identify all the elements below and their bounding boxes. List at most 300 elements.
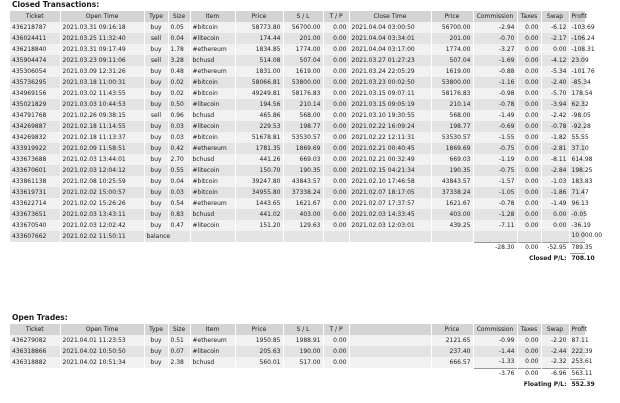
table-cell: -2.81 — [541, 143, 569, 154]
table-cell: 150.70 — [235, 165, 283, 176]
total-taxes: 0.00 — [517, 242, 541, 253]
table-row[interactable] — [10, 165, 585, 176]
column-header[interactable]: Profit — [569, 11, 585, 22]
table-cell: 0.00 — [323, 154, 349, 165]
column-header[interactable]: Swap — [541, 11, 569, 22]
table-cell: -36.19 — [569, 220, 585, 231]
total-taxes: 0.00 — [517, 368, 541, 379]
table-cell — [283, 253, 323, 264]
table-cell: 1774.00 — [431, 44, 473, 55]
table-cell: 568.00 — [283, 110, 323, 121]
table-cell: 0.00 — [517, 22, 541, 33]
table-cell: -0.88 — [473, 66, 517, 77]
table-row[interactable] — [10, 143, 585, 154]
table-row[interactable] — [10, 176, 585, 187]
table-cell: -5.34 — [541, 66, 569, 77]
table-cell: 2021.02.09 11:58:51 — [60, 143, 144, 154]
table-cell: 190.00 — [283, 346, 323, 357]
table-cell: 2021.02.02 15:00:57 — [60, 187, 144, 198]
table-cell: #ethereum — [190, 198, 235, 209]
table-cell — [473, 231, 517, 242]
table-cell: 433619731 — [10, 187, 60, 198]
table-cell: -1.82 — [541, 132, 569, 143]
table-cell — [349, 335, 431, 346]
totals-row — [10, 368, 585, 379]
column-header[interactable]: T / P — [323, 324, 349, 335]
column-header[interactable]: T / P — [323, 11, 349, 22]
table-cell: 614.98 — [569, 154, 585, 165]
closed-transactions-table — [10, 11, 603, 264]
column-header[interactable]: Item — [190, 11, 235, 22]
table-cell: 96.13 — [569, 198, 585, 209]
table-row[interactable] — [10, 88, 585, 99]
column-header[interactable]: S / L — [283, 11, 323, 22]
table-cell: 434269832 — [10, 132, 60, 143]
table-cell — [10, 242, 60, 253]
table-cell — [168, 379, 190, 390]
table-cell: 201.00 — [431, 33, 473, 44]
table-cell — [190, 242, 235, 253]
table-row[interactable] — [10, 209, 585, 220]
column-header[interactable]: Price — [431, 11, 473, 22]
table-cell: 37.10 — [569, 143, 585, 154]
table-cell: -92.28 — [569, 121, 585, 132]
table-cell: buy — [144, 143, 168, 154]
table-cell: 0.00 — [517, 220, 541, 231]
table-cell — [349, 242, 431, 253]
column-header[interactable]: Size — [168, 324, 190, 335]
table-cell: buy — [144, 220, 168, 231]
table-cell: 0.00 — [517, 77, 541, 88]
table-cell: 253.61 — [569, 357, 585, 368]
table-cell: -0.70 — [473, 33, 517, 44]
table-cell — [168, 368, 190, 379]
table-cell: buy — [144, 22, 168, 33]
table-cell: 507.04 — [431, 55, 473, 66]
table-cell: -1.44 — [473, 346, 517, 357]
table-row[interactable] — [10, 44, 585, 55]
table-cell: 0.00 — [323, 44, 349, 55]
table-cell: 71.47 — [569, 187, 585, 198]
table-cell: buy — [144, 209, 168, 220]
table-cell: buy — [144, 132, 168, 143]
table-cell — [323, 231, 349, 242]
table-row[interactable] — [10, 77, 585, 88]
table-cell — [283, 368, 323, 379]
table-cell: -8.11 — [541, 154, 569, 165]
table-cell: 0.00 — [517, 33, 541, 44]
table-cell — [144, 253, 168, 264]
table-cell: 49249.81 — [235, 88, 283, 99]
table-cell: buy — [144, 44, 168, 55]
table-cell: 0.00 — [541, 44, 569, 55]
table-cell — [349, 357, 431, 368]
table-cell: #bitcoin — [190, 88, 235, 99]
table-cell: 58176.83 — [283, 88, 323, 99]
table-cell: -1.16 — [473, 77, 517, 88]
table-cell: 0.00 — [517, 88, 541, 99]
column-header[interactable]: Commission — [473, 324, 517, 335]
table-cell: 190.35 — [283, 165, 323, 176]
table-cell: #bitcoin — [190, 22, 235, 33]
table-cell: 514.08 — [235, 55, 283, 66]
table-cell: 433670601 — [10, 165, 60, 176]
table-cell: 2021.02.03 13:44:01 — [60, 154, 144, 165]
table-cell: 0.00 — [323, 346, 349, 357]
table-row[interactable] — [10, 22, 585, 33]
table-cell: 568.00 — [431, 110, 473, 121]
table-cell: 2021.02.22 12:11:31 — [349, 132, 431, 143]
column-header[interactable]: Taxes — [517, 324, 541, 335]
table-cell: 435306054 — [10, 66, 60, 77]
table-cell: -0.98 — [473, 88, 517, 99]
table-cell: 0.48 — [168, 66, 190, 77]
table-cell: 183.83 — [569, 176, 585, 187]
table-cell: 666.57 — [431, 357, 473, 368]
table-cell: -1.05 — [473, 187, 517, 198]
column-header[interactable]: Price — [431, 324, 473, 335]
table-cell: 436218787 — [10, 22, 60, 33]
table-cell: #bitcoin — [190, 77, 235, 88]
table-cell: 0.00 — [323, 33, 349, 44]
table-cell: sell — [144, 55, 168, 66]
table-cell: buy — [144, 77, 168, 88]
table-cell — [349, 379, 431, 390]
table-cell: 2021.02.02 11:50:11 — [60, 231, 144, 242]
table-cell: 2021.02.18 11:14:55 — [60, 121, 144, 132]
table-cell: 37338.24 — [283, 187, 323, 198]
table-cell: 0.00 — [323, 357, 349, 368]
table-cell: 403.00 — [283, 209, 323, 220]
table-cell: 0.42 — [168, 143, 190, 154]
table-row[interactable] — [10, 132, 585, 143]
table-cell: buy — [144, 335, 168, 346]
table-cell: 560.01 — [235, 357, 283, 368]
table-cell — [10, 253, 60, 264]
table-cell: -0.75 — [473, 165, 517, 176]
table-cell: 87.11 — [569, 335, 585, 346]
table-cell: -6.12 — [541, 22, 569, 33]
column-header[interactable]: Price — [235, 11, 283, 22]
table-cell: 441.26 — [235, 154, 283, 165]
total-swap: -52.95 — [541, 242, 569, 253]
table-cell: 0.00 — [517, 346, 541, 357]
table-cell: buy — [144, 187, 168, 198]
table-cell: 2021.03.31 09:16:18 — [60, 22, 144, 33]
table-cell: 1869.69 — [431, 143, 473, 154]
table-cell: 2021.02.15 04:21:34 — [349, 165, 431, 176]
table-row[interactable] — [10, 198, 585, 209]
table-cell: -3.94 — [541, 99, 569, 110]
table-cell: 2021.04.04 03:17:00 — [349, 44, 431, 55]
table-cell: -103.69 — [569, 22, 585, 33]
table-cell: 0.00 — [517, 99, 541, 110]
table-cell — [235, 253, 283, 264]
pl-row — [10, 379, 585, 390]
table-cell: 0.00 — [517, 357, 541, 368]
table-cell: 0.00 — [323, 187, 349, 198]
table-cell: -5.70 — [541, 88, 569, 99]
table-row[interactable] — [10, 346, 585, 357]
table-cell: buy — [144, 154, 168, 165]
table-row[interactable] — [10, 220, 585, 231]
table-cell: 37338.24 — [431, 187, 473, 198]
table-cell: 53530.57 — [283, 132, 323, 143]
table-cell: -0.99 — [473, 335, 517, 346]
table-cell: 1774.00 — [283, 44, 323, 55]
table-row[interactable] — [10, 99, 585, 110]
table-cell: 1.78 — [168, 44, 190, 55]
column-header[interactable]: S / L — [283, 324, 323, 335]
pl-label: Floating P/L: — [473, 379, 569, 390]
column-header[interactable]: Type — [144, 324, 168, 335]
table-cell: 0.00 — [517, 165, 541, 176]
table-cell: 433622714 — [10, 198, 60, 209]
table-cell: 0.00 — [541, 220, 569, 231]
table-cell: -0.75 — [473, 143, 517, 154]
table-row[interactable] — [10, 335, 585, 346]
column-header[interactable]: Commission — [473, 11, 517, 22]
table-cell: bchusd — [190, 357, 235, 368]
table-cell — [323, 253, 349, 264]
table-cell: #litecoin — [190, 346, 235, 357]
table-cell — [323, 368, 349, 379]
table-cell: #ethereum — [190, 335, 235, 346]
table-cell: 194.56 — [235, 99, 283, 110]
table-cell: 151.20 — [235, 220, 283, 231]
table-cell: 2021.03.31 09:17:49 — [60, 44, 144, 55]
table-cell: -0.78 — [473, 198, 517, 209]
table-cell — [431, 231, 473, 242]
table-cell: -2.94 — [473, 22, 517, 33]
total-profit: 563.11 — [569, 368, 585, 379]
table-cell: 2021.03.03 10:44:53 — [60, 99, 144, 110]
table-cell — [431, 253, 473, 264]
column-header[interactable]: Profit — [569, 324, 585, 335]
table-cell: 53800.00 — [283, 77, 323, 88]
table-cell — [431, 379, 473, 390]
table-cell: 229.53 — [235, 121, 283, 132]
column-header[interactable]: Item — [190, 324, 235, 335]
table-cell: bchusd — [190, 110, 235, 121]
table-row[interactable] — [10, 33, 585, 44]
table-cell: 0.00 — [323, 121, 349, 132]
closed-transactions-title: Closed Transactions: — [12, 0, 100, 9]
column-header[interactable]: Taxes — [517, 11, 541, 22]
table-cell: 3.28 — [168, 55, 190, 66]
table-cell: 403.00 — [431, 209, 473, 220]
table-cell — [349, 231, 431, 242]
table-cell — [517, 231, 541, 242]
column-header[interactable]: Ticket — [10, 324, 60, 335]
column-header[interactable]: Ticket — [10, 11, 60, 22]
table-cell: 53800.00 — [431, 77, 473, 88]
table-cell — [235, 368, 283, 379]
table-cell: 0.00 — [323, 66, 349, 77]
table-cell — [144, 368, 168, 379]
column-header[interactable]: Size — [168, 11, 190, 22]
column-header[interactable]: Type — [144, 11, 168, 22]
table-cell: 0.00 — [517, 44, 541, 55]
table-cell: 198.77 — [431, 121, 473, 132]
table-cell: 2021.02.03 14:33:45 — [349, 209, 431, 220]
table-row[interactable] — [10, 154, 585, 165]
table-cell: 2021.02.21 00:40:45 — [349, 143, 431, 154]
table-cell: 51678.81 — [235, 132, 283, 143]
table-cell: 0.00 — [323, 132, 349, 143]
table-cell: -0.69 — [473, 121, 517, 132]
table-cell — [190, 253, 235, 264]
table-cell: sell — [144, 33, 168, 44]
table-cell: 178.54 — [569, 88, 585, 99]
column-header[interactable]: Close Time — [349, 11, 431, 22]
table-cell: 2021.03.10 19:30:55 — [349, 110, 431, 121]
table-cell: balance — [144, 231, 190, 242]
table-cell: 129.63 — [283, 220, 323, 231]
table-cell: #litecoin — [190, 99, 235, 110]
table-cell: 174.44 — [235, 33, 283, 44]
table-cell: -0.78 — [473, 99, 517, 110]
table-cell: 2121.65 — [431, 335, 473, 346]
table-cell: 2021.03.02 11:43:55 — [60, 88, 144, 99]
table-cell: 436318866 — [10, 346, 60, 357]
table-row[interactable] — [10, 187, 585, 198]
table-cell: 0.00 — [323, 77, 349, 88]
table-cell: 0.83 — [168, 209, 190, 220]
table-cell: 0.05 — [168, 22, 190, 33]
table-cell: 0.03 — [168, 132, 190, 143]
table-cell: 0.00 — [323, 99, 349, 110]
table-cell: 435736295 — [10, 77, 60, 88]
table-cell: 0.50 — [168, 99, 190, 110]
table-cell — [60, 242, 144, 253]
column-header[interactable]: Price — [235, 324, 283, 335]
table-cell: 2021.02.10 17:46:58 — [349, 176, 431, 187]
table-cell: #ethereum — [190, 66, 235, 77]
column-header[interactable] — [349, 324, 431, 335]
table-cell — [323, 379, 349, 390]
table-cell — [168, 253, 190, 264]
table-cell: 433919922 — [10, 143, 60, 154]
table-row[interactable] — [10, 121, 585, 132]
table-cell: 198.77 — [283, 121, 323, 132]
table-cell: 210.14 — [283, 99, 323, 110]
table-cell: bchusd — [190, 209, 235, 220]
table-cell: #bitcoin — [190, 187, 235, 198]
table-cell: 1834.85 — [235, 44, 283, 55]
table-row[interactable] — [10, 110, 585, 121]
table-cell: 0.02 — [168, 88, 190, 99]
table-cell: buy — [144, 176, 168, 187]
table-cell: 2021.02.07 18:17:05 — [349, 187, 431, 198]
table-cell: -0.05 — [569, 209, 585, 220]
balance-amount: 10 000.00 — [569, 231, 585, 242]
table-cell: 56700.00 — [431, 22, 473, 33]
table-cell: 2021.04.02 10:50:50 — [60, 346, 144, 357]
table-cell: 2021.04.04 03:34:01 — [349, 33, 431, 44]
table-cell: buy — [144, 165, 168, 176]
table-cell: #ethereum — [190, 44, 235, 55]
table-cell: 0.03 — [168, 187, 190, 198]
table-cell — [541, 231, 569, 242]
total-commission: -28.30 — [473, 242, 517, 253]
table-cell: buy — [144, 121, 168, 132]
balance-row[interactable] — [10, 231, 585, 242]
table-cell: 0.00 — [517, 121, 541, 132]
table-cell — [60, 368, 144, 379]
table-cell: 0.00 — [517, 66, 541, 77]
table-cell: 2021.04.04 03:00:50 — [349, 22, 431, 33]
table-row[interactable] — [10, 66, 585, 77]
table-cell: 2021.04.01 11:23:53 — [60, 335, 144, 346]
column-header[interactable]: Open Time — [60, 324, 144, 335]
table-cell: 0.04 — [168, 176, 190, 187]
table-cell: 55.55 — [569, 132, 585, 143]
table-cell: 0.00 — [323, 165, 349, 176]
table-cell: 439.25 — [431, 220, 473, 231]
total-profit: 789.35 — [569, 242, 585, 253]
table-cell: -2.84 — [541, 165, 569, 176]
table-cell: 2021.03.23 09:11:06 — [60, 55, 144, 66]
table-cell: 58773.80 — [235, 22, 283, 33]
column-header[interactable]: Swap — [541, 324, 569, 335]
open-trades-title: Open Trades: — [12, 313, 68, 322]
table-cell: 436218840 — [10, 44, 60, 55]
table-cell: -1.57 — [473, 176, 517, 187]
table-cell: 1619.00 — [431, 66, 473, 77]
table-cell: 1621.67 — [283, 198, 323, 209]
table-cell — [60, 253, 144, 264]
table-cell: 43843.57 — [283, 176, 323, 187]
table-cell — [283, 231, 323, 242]
table-cell: 0.55 — [168, 165, 190, 176]
table-cell: #ethereum — [190, 143, 235, 154]
table-cell: 39247.80 — [235, 176, 283, 187]
table-row[interactable] — [10, 357, 585, 368]
table-cell: 1619.00 — [283, 66, 323, 77]
table-cell: buy — [144, 357, 168, 368]
table-cell: 0.00 — [323, 335, 349, 346]
table-cell: 0.00 — [517, 154, 541, 165]
table-cell: 2021.03.25 11:32:40 — [60, 33, 144, 44]
table-cell: #litecoin — [190, 220, 235, 231]
table-cell — [349, 346, 431, 357]
table-cell: -4.12 — [541, 55, 569, 66]
table-cell: -85.34 — [569, 77, 585, 88]
table-cell: 1988.91 — [283, 335, 323, 346]
table-cell: 669.03 — [431, 154, 473, 165]
table-cell: 2021.04.02 10:51:34 — [60, 357, 144, 368]
table-cell — [283, 379, 323, 390]
table-cell: 0.07 — [168, 346, 190, 357]
table-cell: 0.00 — [517, 143, 541, 154]
table-cell: 0.00 — [323, 143, 349, 154]
table-cell: 2021.03.24 22:05:29 — [349, 66, 431, 77]
table-cell: 2021.02.26 09:38:15 — [60, 110, 144, 121]
table-cell: #litecoin — [190, 121, 235, 132]
table-cell — [168, 242, 190, 253]
table-cell: 433607662 — [10, 231, 60, 242]
column-header[interactable]: Open Time — [60, 11, 144, 22]
total-swap: -6.96 — [541, 368, 569, 379]
table-row[interactable] — [10, 55, 585, 66]
table-cell: -2.42 — [541, 110, 569, 121]
table-cell: 0.00 — [517, 335, 541, 346]
table-cell: 43843.57 — [431, 176, 473, 187]
table-cell: 2021.02.22 16:09:24 — [349, 121, 431, 132]
table-cell: 2021.02.03 13:43:11 — [60, 209, 144, 220]
table-cell: 2021.02.03 12:04:12 — [60, 165, 144, 176]
